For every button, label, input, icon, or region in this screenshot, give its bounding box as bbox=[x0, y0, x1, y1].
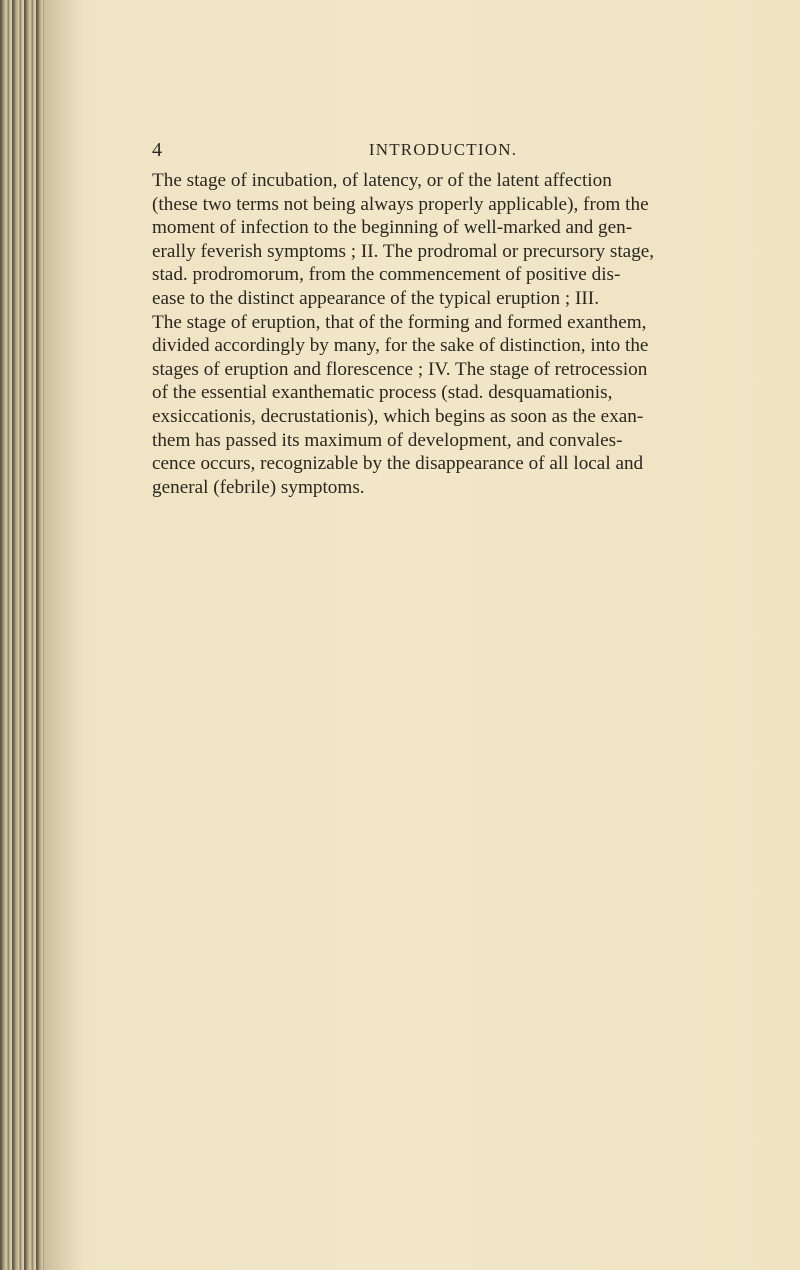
book-binding-edge bbox=[0, 0, 44, 1270]
page-header bbox=[152, 138, 734, 162]
running-head: INTRODUCTION. bbox=[368, 140, 518, 159]
gutter-shadow bbox=[44, 0, 84, 1270]
body-paragraph: The stage of incubation, of latency, or of the latent affection (these two terms not being always properly applicable), from the moment of infection to the beginning of well-marked and gen- erally feverish symptoms ; II. The prodromal or precursory stage, stad. prodromorum, from the commencement of positive dis- ease to the distinct appearance of the typical eruption ; III. The stage of eruption, that of the forming and formed exanthem, divided accordingly by many, for the sake of distinction, into the stages of eruption and florescence ; IV. The stage of retrocession of the essential exanthematic process (stad. desquamationis, exsiccationis, decrustationis), which begins as soon as the exan- them has passed its maximum of development, and convales- cence occurs, recognizable by the disappearance of all local and general (febrile) symptoms. bbox=[152, 170, 655, 498]
page-number: 4 bbox=[152, 139, 162, 161]
